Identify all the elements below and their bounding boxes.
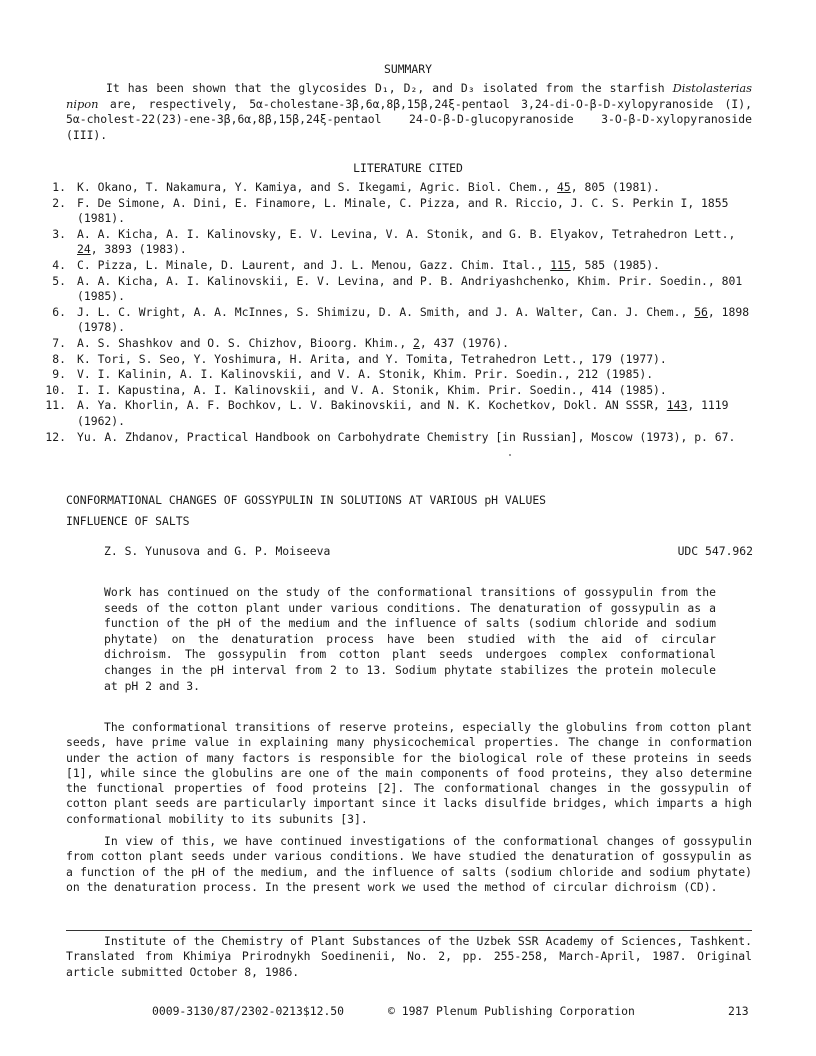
reference-text: I. I. Kapustina, A. I. Kalinovskii, and V. A. Stonik, Khim. Prir. Soedin., 414 (1985). [77, 382, 667, 397]
reference-list [32, 180, 756, 445]
reference-text: A. A. Kicha, A. I. Kalinovsky, E. V. Levina, V. A. Stonik, and G. B. Elyakov, Tetrahedron Lett., 24, 3893 (1983). [77, 226, 736, 257]
reference-number: 11. [45, 398, 66, 413]
reference-text: A. A. Kicha, A. I. Kalinovskii, E. V. Levina, and P. B. Andriyashchenko, Khim. Prir. Soedin., 801 (1985). [77, 273, 743, 304]
body-paragraph-1: The conformational transitions of reserve proteins, especially the globulins from cotton plant seeds, have prime value in explaining many physicochemical properties. The change in conformation under the action of many factors is responsible for the biological role of these proteins in seeds [1], while since the globulins are one of the main components of food proteins, they also determine the functional properties of food proteins [2]. The conformational changes in the gossypulin of cotton plant seeds are particularly important since it lacks disulfide bridges, which imparts a high conformational mobility to its subunits [3]. [66, 720, 752, 826]
reference-number: 4. [52, 257, 66, 272]
reference-item [32, 383, 756, 399]
article-subtitle: INFLUENCE OF SALTS [66, 514, 190, 528]
footnote [66, 934, 752, 980]
reference-text: V. I. Kalinin, A. I. Kalinovskii, and V. A. Stonik, Khim. Prir. Soedin., 212 (1985). [77, 367, 654, 382]
reference-number: 3. [52, 226, 66, 241]
species-name: Distolasterias nipon [66, 81, 752, 111]
reference-text: C. Pizza, L. Minale, D. Laurent, and J. L. Menou, Gazz. Chim. Ital., 115, 585 (1985). [77, 257, 660, 272]
reference-item [32, 398, 756, 429]
article-body [66, 720, 752, 902]
summary-text [66, 81, 752, 143]
reference-text: K. Tori, S. Seo, Y. Yoshimura, H. Arita, and Y. Tomita, Tetrahedron Lett., 179 (1977). [77, 351, 667, 366]
reference-item [32, 196, 756, 227]
footnote-text: Institute of the Chemistry of Plant Substances of the Uzbek SSR Academy of Sciences, Tashkent. Translated from Khimiya Prirodnykh Soedinenii, No. 2, pp. 255-258, March-April, 1987. Original article submitted October 8, 1986. [66, 934, 752, 979]
reference-number: 1. [52, 180, 66, 194]
speck-mark [509, 454, 511, 456]
reference-number: 12. [45, 429, 66, 444]
page-number: 213 [728, 1004, 749, 1018]
reference-volume: 143 [666, 398, 688, 413]
reference-number: 8. [52, 351, 66, 366]
reference-item [32, 258, 756, 274]
reference-item [32, 336, 756, 352]
reference-text: A. Ya. Khorlin, A. F. Bochkov, L. V. Bakinovskii, and N. K. Kochetkov, Dokl. AN SSSR, 143, 1119 (1962). [77, 398, 729, 428]
reference-item [32, 227, 756, 258]
reference-volume: 45 [557, 180, 571, 194]
reference-number: 10. [45, 382, 66, 397]
udc-code: UDC 547.962 [677, 544, 753, 558]
reference-number: 6. [52, 304, 66, 319]
footnote-divider [66, 930, 752, 931]
reference-item [32, 274, 756, 305]
footer-publisher: © 1987 Plenum Publishing Corporation [388, 1004, 635, 1018]
abstract-text: Work has continued on the study of the conformational transitions of gossypulin from the seeds of the cotton plant under various conditions. The denaturation of gossypulin as a function of the pH of the medium and the influence of salts (sodium chloride and sodium phytate) on the denaturation process have been studied with the aid of circular dichroism. The gossypulin from cotton plant seeds undergoes complex conformational changes in the pH interval from 2 to 13. Sodium phytate stabilizes the protein molecule at pH 2 and 3. [104, 585, 716, 693]
reference-number: 9. [52, 367, 66, 382]
reference-item [32, 367, 756, 383]
reference-volume: 2 [413, 335, 420, 350]
reference-volume: 24 [77, 242, 91, 257]
literature-heading: LITERATURE CITED [353, 161, 463, 175]
reference-text: K. Okano, T. Nakamura, Y. Kamiya, and S. Ikegami, Agric. Biol. Chem., 45, 805 (1981). [77, 180, 660, 194]
body-paragraph-2: In view of this, we have continued investigations of the conformational changes of gossypulin from cotton plant seeds under various conditions. We have studied the denaturation of gossypulin as a function of the pH of the medium, and the influence of salts (sodium chloride and sodium phytate) on the denaturation process. In the present work we used the method of circular dichroism (CD). [66, 834, 752, 894]
reference-volume: 115 [550, 257, 571, 272]
reference-item [32, 352, 756, 368]
reference-text: J. L. C. Wright, A. A. McInnes, S. Shimizu, D. A. Smith, and J. A. Walter, Can. J. Chem., 56, 1898 (1978). [77, 304, 750, 335]
abstract [104, 585, 716, 694]
summary-paragraph: It has been shown that the glycosides D₁, D₂, and D₃ isolated from the starfish Distolasterias nipon are, respectively, 5α-cholestane-3β,6α,8β,15β,24ξ-pentaol 3,24-di-O-β-D-xylopyranoside (I), 5α-cholest-22(23)-ene-3β,6α,8β,15β,24ξ-pentaol 24-O-β-D-glucopyranoside 3-O-β-D-xylopyranoside (III). [66, 81, 752, 142]
reference-volume: 56 [694, 304, 708, 319]
reference-item [32, 430, 756, 446]
reference-item [32, 305, 756, 336]
reference-text: Yu. A. Zhdanov, Practical Handbook on Carbohydrate Chemistry [in Russian], Moscow (1973), p. 67. [77, 429, 736, 444]
reference-text: A. S. Shashkov and O. S. Chizhov, Bioorg. Khim., 2, 437 (1976). [77, 335, 510, 350]
reference-number: 5. [52, 273, 66, 288]
reference-number: 2. [52, 195, 66, 210]
article-title: CONFORMATIONAL CHANGES OF GOSSYPULIN IN SOLUTIONS AT VARIOUS pH VALUES [66, 493, 547, 507]
reference-number: 7. [52, 335, 66, 350]
footer-code: 0009-3130/87/2302-0213$12.50 [152, 1004, 345, 1018]
article-authors: Z. S. Yunusova and G. P. Moiseeva [104, 544, 331, 558]
reference-text: F. De Simone, A. Dini, E. Finamore, L. Minale, C. Pizza, and R. Riccio, J. C. S. Perkin I, 1855 (1981). [77, 195, 729, 226]
summary-heading: SUMMARY [383, 62, 432, 76]
reference-item [32, 180, 756, 196]
